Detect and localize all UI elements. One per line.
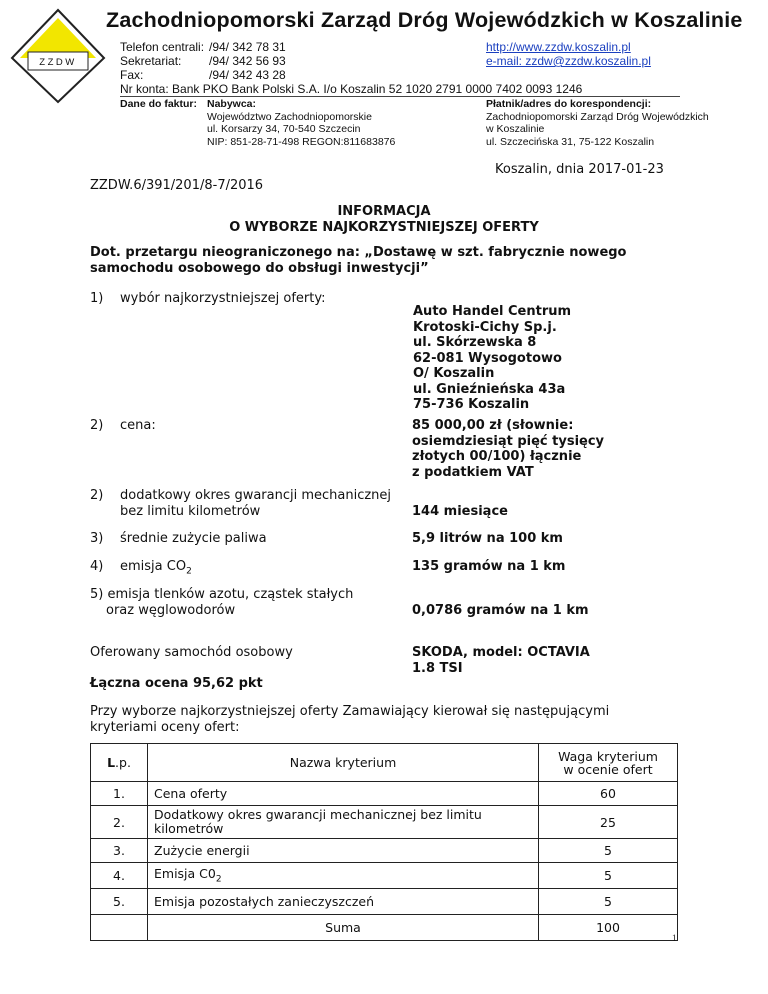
item-label-offer: wybór najkorzystniejszej oferty: [120, 291, 326, 306]
criteria-intro: Przy wyborze najkorzystniejszej oferty Zamawiający kierował się następującymi kryteriami oceny ofert: [90, 704, 610, 735]
car-value: SKODA, model: OCTAVIA 1.8 TSI [412, 645, 590, 676]
header-lp: L.p. [91, 744, 148, 782]
bank-account: Nr konta: Bank PKO Bank Polski S.A. I/o Koszalin 52 1020 2791 0000 7402 0093 1246 [120, 82, 583, 96]
nox-value: 0,0786 gramów na 1 km [412, 603, 589, 618]
phone-labels: Telefon centrali: Sekretariat: Fax: [120, 40, 205, 82]
email-link[interactable]: e-mail: zzdw@zzdw.koszalin.pl [486, 54, 651, 68]
org-title: Zachodniopomorski Zarząd Dróg Wojewódzkich w Koszalinie [106, 8, 743, 32]
payer-block: Płatnik/adres do korespondencji: Zachodniopomorski Zarząd Dróg Wojewódzkich w Koszalinie ul. Szczecińska 31, 75-122 Koszalin [486, 98, 709, 148]
invoice-label: Dane do faktur: [120, 98, 198, 110]
item-label-co2: emisja $CO_2$ [120, 559, 192, 577]
place-date: Koszalin, dnia 2017-01-23 [495, 162, 664, 177]
item-num-3: 3) [90, 531, 104, 546]
price-value: 85 000,00 zł (słownie: osiemdziesiąt pięć tysięcy złotych 00/100) łącznie z podatkiem VAT [412, 418, 605, 480]
table-row: 2. Dodatkowy okres gwarancji mechanicznej bez limitu kilometrów 25 [91, 806, 678, 839]
svg-text:ZZDW: ZZDW [39, 57, 77, 68]
table-row: 1. Cena oferty 60 [91, 782, 678, 806]
table-row: 4. Emisja $C0_2$ 5 [91, 863, 678, 889]
buyer-block: Nabywca: Województwo Zachodniopomorskie ul. Korsarzy 34, 70-540 Szczecin NIP: 851-28-71-498 REGON:811683876 [207, 98, 396, 148]
offer-value: Auto Handel Centrum Krotoski-Cichy Sp.j. ul. Skórzewska 8 62-081 Wysogotowo O/ Koszalin ul. Gnieźnieńska 43a 75-736 Koszalin [413, 304, 572, 412]
website-link[interactable]: http://www.zzdw.koszalin.pl [486, 40, 631, 54]
table-row: 5. Emisja pozostałych zanieczyszczeń 5 [91, 889, 678, 915]
zzdw-logo [10, 8, 106, 104]
total-score: Łączna ocena 95,62 pkt [90, 676, 263, 691]
sum-value: 100 [539, 915, 678, 941]
item-num-4: 4) [90, 559, 104, 574]
subject: Dot. przetargu nieograniczonego na: „Dostawę w szt. fabrycznie nowego samochodu osobowego do obsługi inwestycji” [90, 245, 627, 276]
table-sum-row [91, 915, 678, 941]
co2-value: 135 gramów na 1 km [412, 559, 566, 574]
warranty-value: 144 miesiące [412, 504, 508, 519]
sum-label: Suma [148, 915, 539, 941]
item-num-warranty: 2) [90, 488, 104, 503]
header-weight: Waga kryterium w ocenie ofert [539, 744, 678, 782]
header-divider [120, 96, 680, 97]
table-header-row [91, 744, 678, 782]
document-title: INFORMACJA O WYBORZE NAJKORZYSTNIEJSZEJ OFERTY [229, 204, 539, 235]
item-label-warranty: dodatkowy okres gwarancji mechanicznej bez limitu kilometrów [120, 488, 392, 519]
item-label-nox: 5) emisja tlenków azotu, cząstek stałych oraz węglowodorów [90, 587, 354, 618]
item-label-fuel: średnie zużycie paliwa [120, 531, 267, 546]
table-row: 3. Zużycie energii 5 [91, 839, 678, 863]
page-number: 1 [672, 933, 677, 943]
item-num-2: 2) [90, 418, 104, 433]
phone-values: /94/ 342 78 31 /94/ 342 56 93 /94/ 342 43 28 [209, 40, 286, 82]
fuel-value: 5,9 litrów na 100 km [412, 531, 563, 546]
car-label: Oferowany samochód osobowy [90, 645, 293, 660]
criteria-table [90, 743, 678, 941]
item-label-price: cena: [120, 418, 156, 433]
item-num-1: 1) [90, 291, 104, 306]
reference-number: ZZDW.6/391/201/8-7/2016 [90, 178, 264, 193]
header-name: Nazwa kryterium [148, 744, 539, 782]
